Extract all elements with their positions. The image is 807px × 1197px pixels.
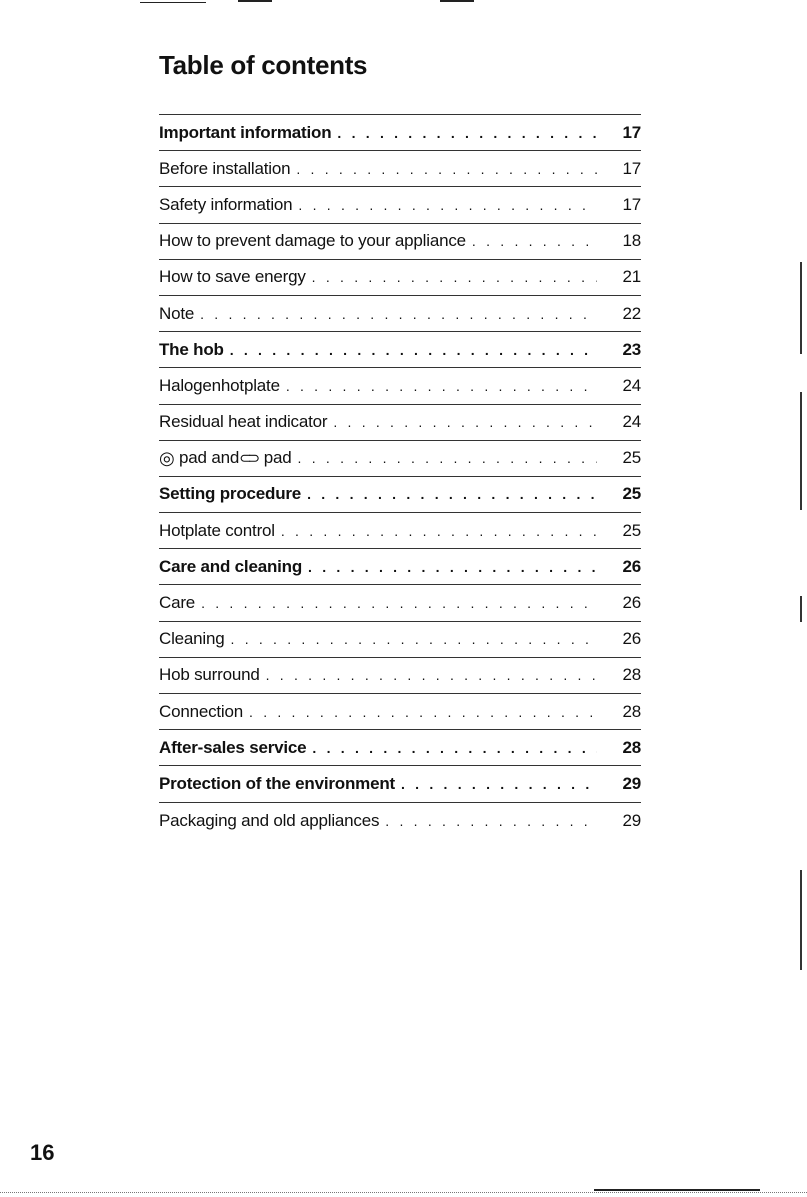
toc-entry-label: Residual heat indicator <box>159 412 328 432</box>
toc-entry-page: 26 <box>622 556 641 576</box>
toc-entry-page: 26 <box>622 593 641 613</box>
toc-entry-page: 25 <box>622 484 641 504</box>
dot-leader <box>307 486 597 502</box>
toc-entry-page: 17 <box>622 122 641 142</box>
toc-row-safety-information[interactable] <box>159 187 641 223</box>
toc-entry-label: The hob <box>159 339 224 359</box>
toc-entry-page: 28 <box>622 737 641 757</box>
toc-entry-page: 28 <box>622 665 641 685</box>
toc-row-before-installation[interactable] <box>159 151 641 187</box>
dot-leader <box>266 667 597 683</box>
toc-entry-label: Note <box>159 303 195 323</box>
dot-leader <box>281 523 597 539</box>
toc-row-care-and-cleaning[interactable] <box>159 549 641 585</box>
toc-row-after-sales-service[interactable] <box>159 730 641 766</box>
toc-row-residual-heat-indicator[interactable] <box>159 405 641 441</box>
scan-mark-right-2 <box>800 392 802 510</box>
toc-row-important-information[interactable] <box>159 115 641 151</box>
scan-mark-top-1 <box>140 2 206 3</box>
toc-row-packaging-old-appliances[interactable] <box>159 803 641 839</box>
toc-entry-page: 25 <box>622 448 641 468</box>
dot-leader <box>296 161 597 177</box>
dot-leader <box>312 269 597 285</box>
toc-row-the-hob[interactable] <box>159 332 641 368</box>
toc-entry-page: 23 <box>622 339 641 359</box>
dot-leader <box>385 813 597 829</box>
toc-row-note[interactable] <box>159 296 641 332</box>
dot-leader <box>231 631 597 647</box>
toc-entry-label: Hotplate control <box>159 520 275 540</box>
toc-entry-label: Setting procedure <box>159 484 302 504</box>
toc-entry-label: After-sales service <box>159 737 307 757</box>
scan-mark-right-3 <box>800 596 802 622</box>
scan-mark-bottom <box>594 1189 760 1191</box>
toc-entry-label: How to prevent damage to your appliance <box>159 231 466 251</box>
toc-entry-page: 17 <box>622 194 641 214</box>
toc-row-protection-environment[interactable] <box>159 766 641 802</box>
scan-mark-top-3 <box>440 0 474 2</box>
toc-row-setting-procedure[interactable] <box>159 477 641 513</box>
toc-row-cleaning[interactable] <box>159 622 641 658</box>
toc-entry-label: Before installation <box>159 158 291 178</box>
dot-leader <box>312 740 597 756</box>
toc-row-pad-and-pad[interactable] <box>159 441 641 477</box>
page-title: Table of contents <box>159 50 368 80</box>
toc-entry-label: Care <box>159 593 196 613</box>
dot-leader <box>401 776 597 792</box>
toc-entry-label: Connection <box>159 701 244 721</box>
toc-row-hob-surround[interactable] <box>159 658 641 694</box>
dot-leader <box>249 704 597 720</box>
toc-entry-page: 24 <box>622 375 641 395</box>
toc-entry-label <box>159 448 292 469</box>
toc-entry-page: 25 <box>622 520 641 540</box>
dot-leader <box>298 450 597 466</box>
toc-entry-page: 22 <box>622 303 641 323</box>
dot-leader <box>201 595 597 611</box>
toc-entry-label-mid: pad and <box>174 448 240 468</box>
target-circle-icon: ◎ <box>159 447 175 468</box>
pill-shape-icon: ⊂⊃ <box>239 450 257 468</box>
scan-bottom-edge <box>0 1192 807 1193</box>
toc-row-connection[interactable] <box>159 694 641 730</box>
scan-mark-top-2 <box>238 0 272 2</box>
toc-entry-label: Hob surround <box>159 665 260 685</box>
toc-entry-label: Safety information <box>159 194 293 214</box>
toc-entry-label: How to save energy <box>159 267 306 287</box>
table-of-contents <box>159 114 641 839</box>
toc-entry-page: 28 <box>622 701 641 721</box>
toc-row-prevent-damage[interactable] <box>159 224 641 260</box>
dot-leader <box>298 197 597 213</box>
toc-row-care[interactable] <box>159 585 641 621</box>
toc-row-save-energy[interactable] <box>159 260 641 296</box>
dot-leader <box>337 125 597 141</box>
dot-leader <box>472 233 597 249</box>
toc-entry-page: 29 <box>622 773 641 793</box>
toc-entry-label: Cleaning <box>159 629 225 649</box>
toc-entry-label: Protection of the environment <box>159 773 395 793</box>
dot-leader <box>333 414 597 430</box>
toc-entry-label-post: pad <box>259 448 292 468</box>
toc-entry-label: Packaging and old appliances <box>159 810 380 830</box>
dot-leader <box>286 378 597 394</box>
scan-mark-right-4 <box>800 870 802 970</box>
toc-entry-label: Important information <box>159 122 332 142</box>
toc-entry-page: 24 <box>622 412 641 432</box>
toc-entry-page: 21 <box>622 267 641 287</box>
toc-row-hotplate-control[interactable] <box>159 513 641 549</box>
dot-leader <box>308 559 597 575</box>
scan-mark-right-1 <box>800 262 802 354</box>
toc-entry-page: 29 <box>622 810 641 830</box>
page-number: 16 <box>30 1140 55 1165</box>
toc-entry-label: Care and cleaning <box>159 556 303 576</box>
toc-entry-page: 18 <box>622 231 641 251</box>
toc-entry-label: Halogenhotplate <box>159 375 280 395</box>
toc-entry-page: 17 <box>622 158 641 178</box>
toc-row-halogenhotplate[interactable] <box>159 368 641 404</box>
dot-leader <box>230 342 597 358</box>
dot-leader <box>200 306 597 322</box>
toc-entry-page: 26 <box>622 629 641 649</box>
